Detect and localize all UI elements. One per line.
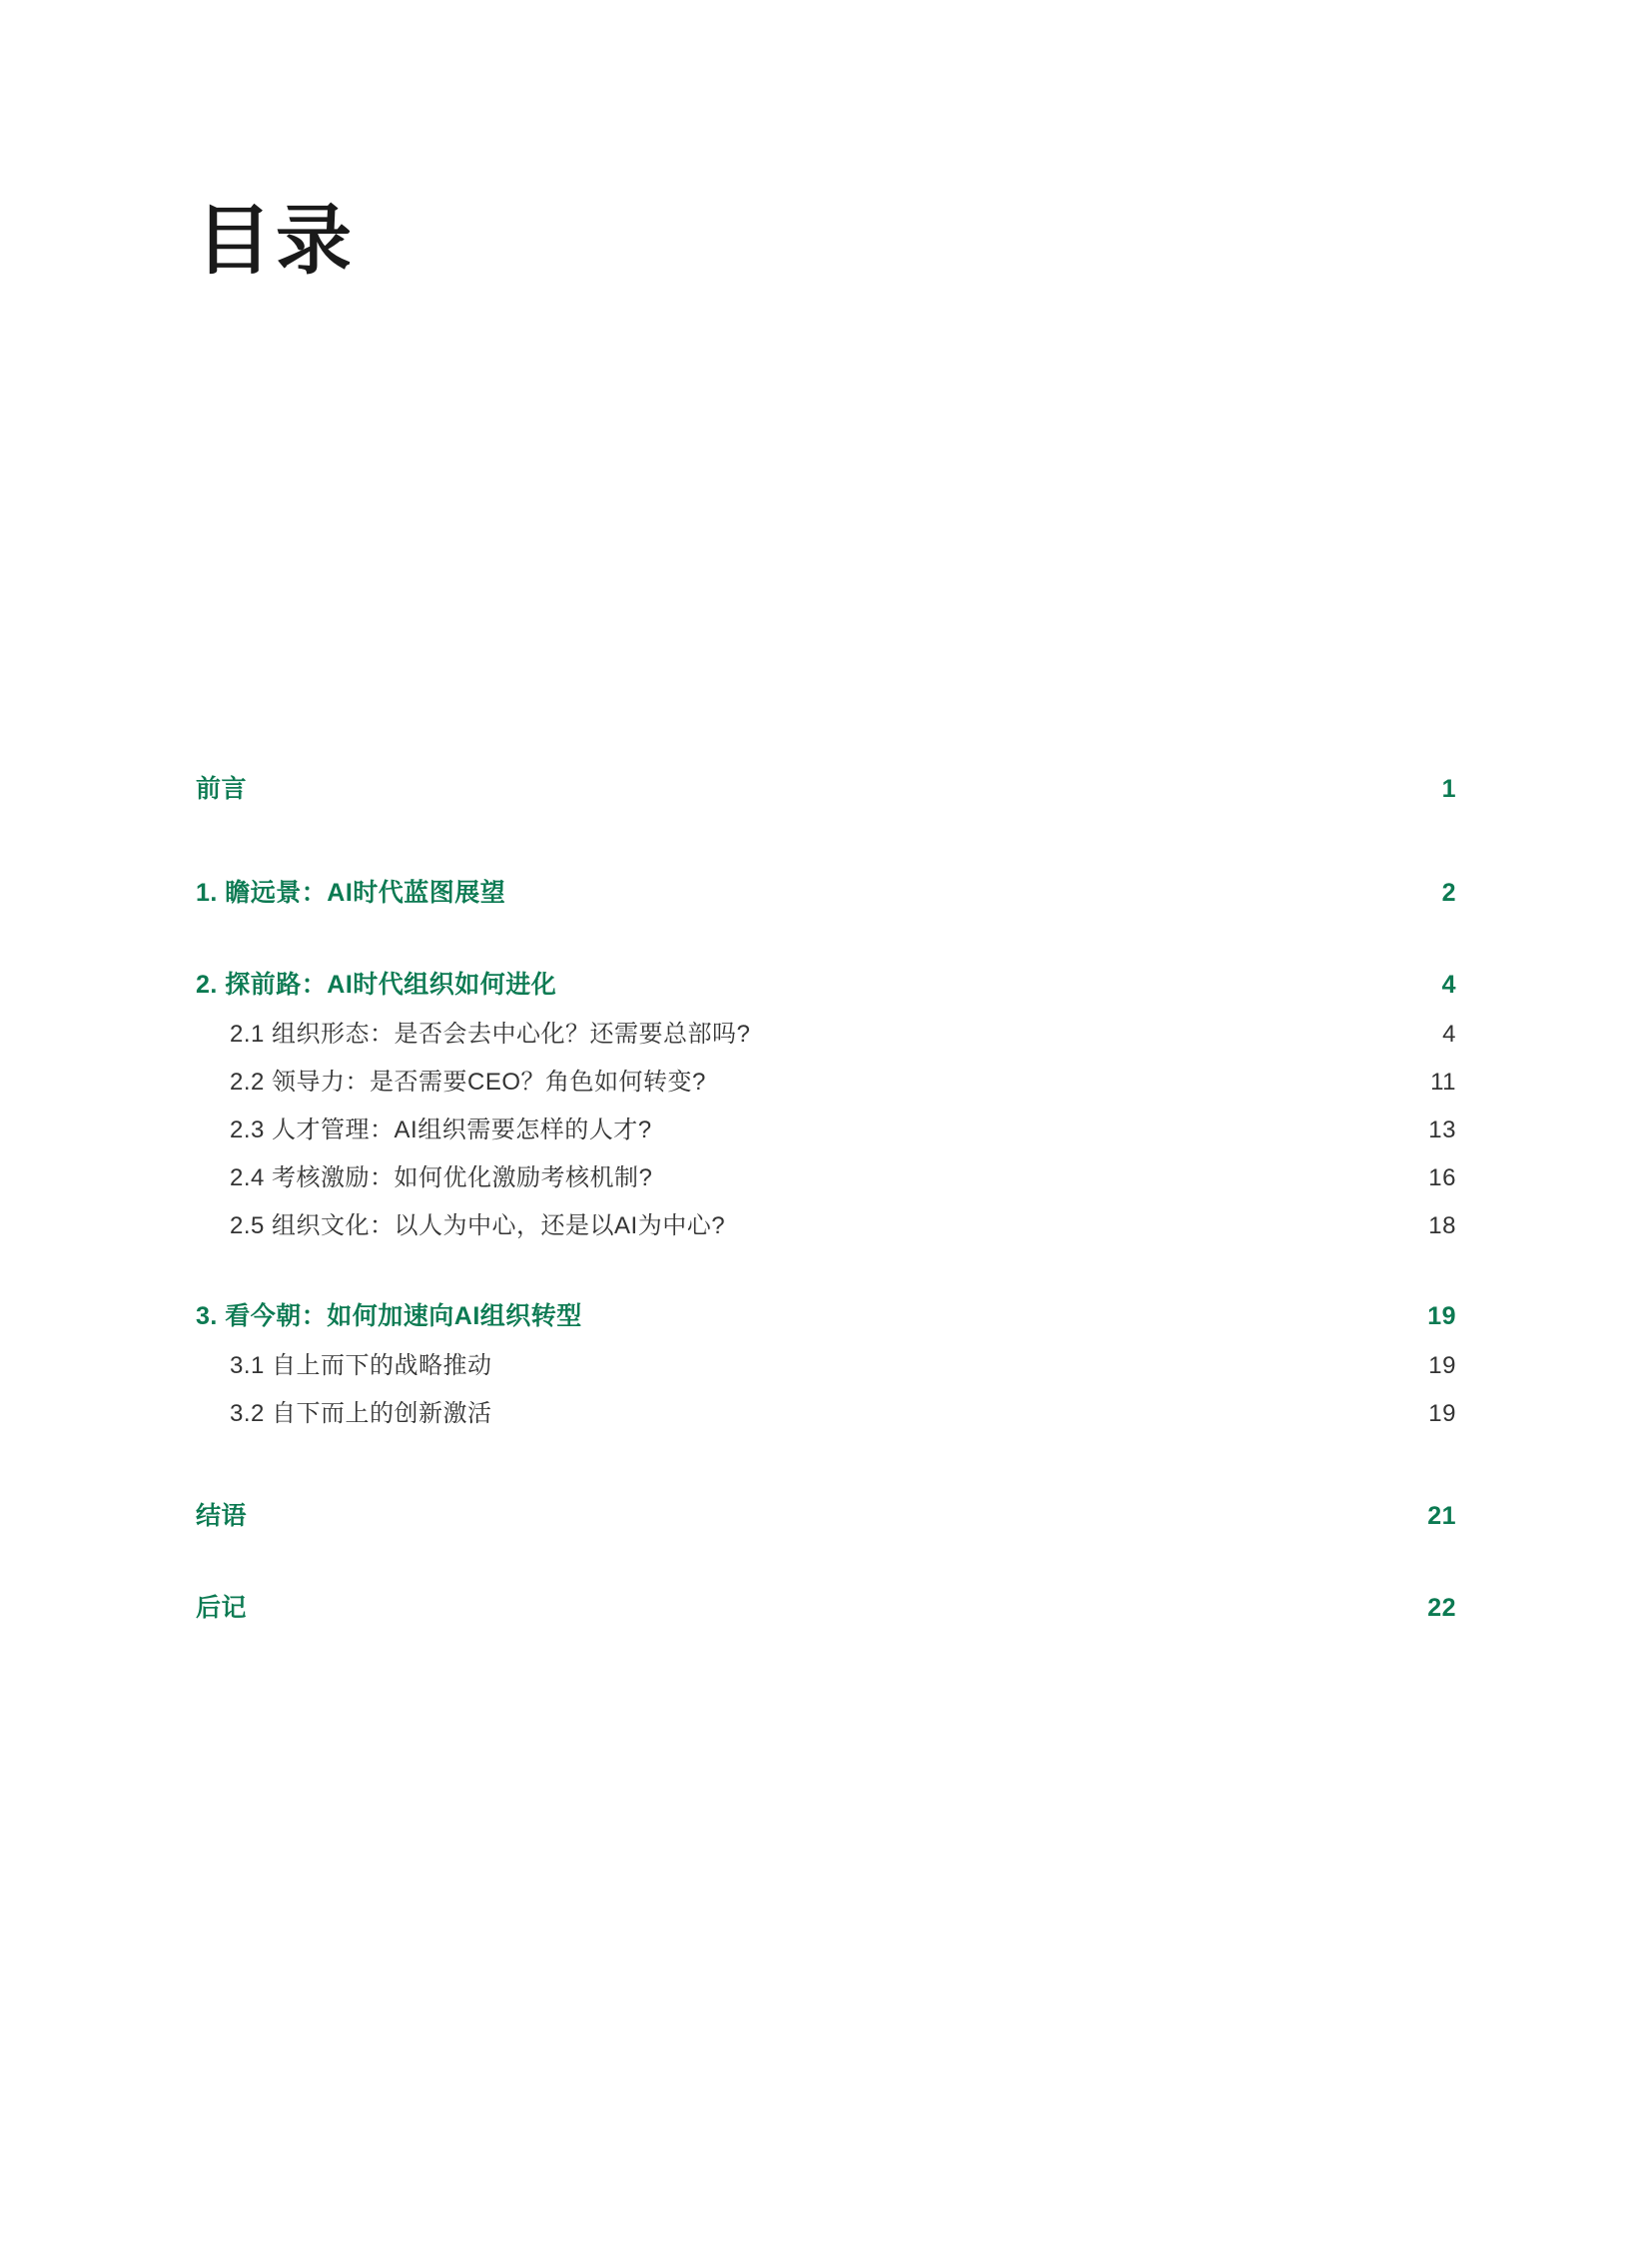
toc-entry[interactable] (196, 1588, 1456, 1624)
toc-entry[interactable] (196, 1345, 1456, 1380)
toc-entry-label: 前言 (196, 775, 248, 803)
toc-entry-page: 19 (1427, 1302, 1456, 1330)
toc-entry[interactable] (196, 965, 1456, 1001)
toc-entry[interactable] (196, 873, 1456, 909)
toc-entry[interactable] (196, 1205, 1456, 1240)
spacer (196, 1332, 1456, 1345)
toc-entry-label: 2.1 组织形态：是否会去中心化？还需要总部吗? (230, 1021, 751, 1048)
toc-entry[interactable] (196, 769, 1456, 805)
spacer (196, 1240, 1456, 1296)
toc-entry-page: 4 (1441, 971, 1456, 999)
toc-entry-label: 1. 瞻远景：AI时代蓝图展望 (196, 879, 506, 907)
spacer (196, 1380, 1456, 1393)
toc-entry[interactable] (196, 1062, 1456, 1097)
toc-entry-label: 3.1 自上而下的战略推动 (230, 1352, 492, 1379)
toc-entry-label: 3.2 自下而上的创新激活 (230, 1400, 492, 1427)
spacer (196, 1049, 1456, 1062)
toc-entry-label: 后记 (196, 1594, 248, 1622)
toc-entry-page: 11 (1430, 1069, 1456, 1096)
toc-entry-label: 2.2 领导力：是否需要CEO？角色如何转变? (230, 1069, 706, 1096)
table-of-contents (196, 769, 1456, 1624)
toc-entry[interactable] (196, 1110, 1456, 1144)
toc-entry[interactable] (196, 1393, 1456, 1428)
toc-entry-page: 19 (1428, 1400, 1456, 1427)
toc-entry-page: 1 (1441, 775, 1456, 803)
spacer (196, 1144, 1456, 1157)
toc-entry[interactable] (196, 1296, 1456, 1332)
spacer (196, 1192, 1456, 1205)
toc-entry-label: 2.5 组织文化：以人为中心，还是以AI为中心? (230, 1212, 726, 1239)
spacer (196, 1428, 1456, 1496)
toc-entry-page: 16 (1428, 1164, 1456, 1191)
toc-entry-page: 21 (1427, 1502, 1456, 1530)
toc-entry-page: 18 (1428, 1212, 1456, 1239)
spacer (196, 1001, 1456, 1014)
toc-entry-page: 4 (1442, 1021, 1456, 1048)
toc-entry-page: 2 (1441, 879, 1456, 907)
spacer (196, 909, 1456, 965)
toc-entry-label: 2. 探前路：AI时代组织如何进化 (196, 971, 557, 999)
spacer (196, 805, 1456, 873)
toc-entry[interactable] (196, 1157, 1456, 1192)
page-title: 目录 (196, 199, 356, 284)
toc-entry-label: 3. 看今朝：如何加速向AI组织转型 (196, 1302, 582, 1330)
toc-entry[interactable] (196, 1496, 1456, 1532)
spacer (196, 1097, 1456, 1110)
toc-entry-label: 结语 (196, 1502, 248, 1530)
toc-entry-page: 19 (1428, 1352, 1456, 1379)
toc-entry-label: 2.4 考核激励：如何优化激励考核机制? (230, 1164, 653, 1191)
toc-entry-page: 22 (1427, 1594, 1456, 1622)
toc-entry-label: 2.3 人才管理：AI组织需要怎样的人才? (230, 1117, 652, 1143)
spacer (196, 1532, 1456, 1588)
toc-entry-page: 13 (1428, 1117, 1456, 1143)
toc-entry[interactable] (196, 1014, 1456, 1049)
